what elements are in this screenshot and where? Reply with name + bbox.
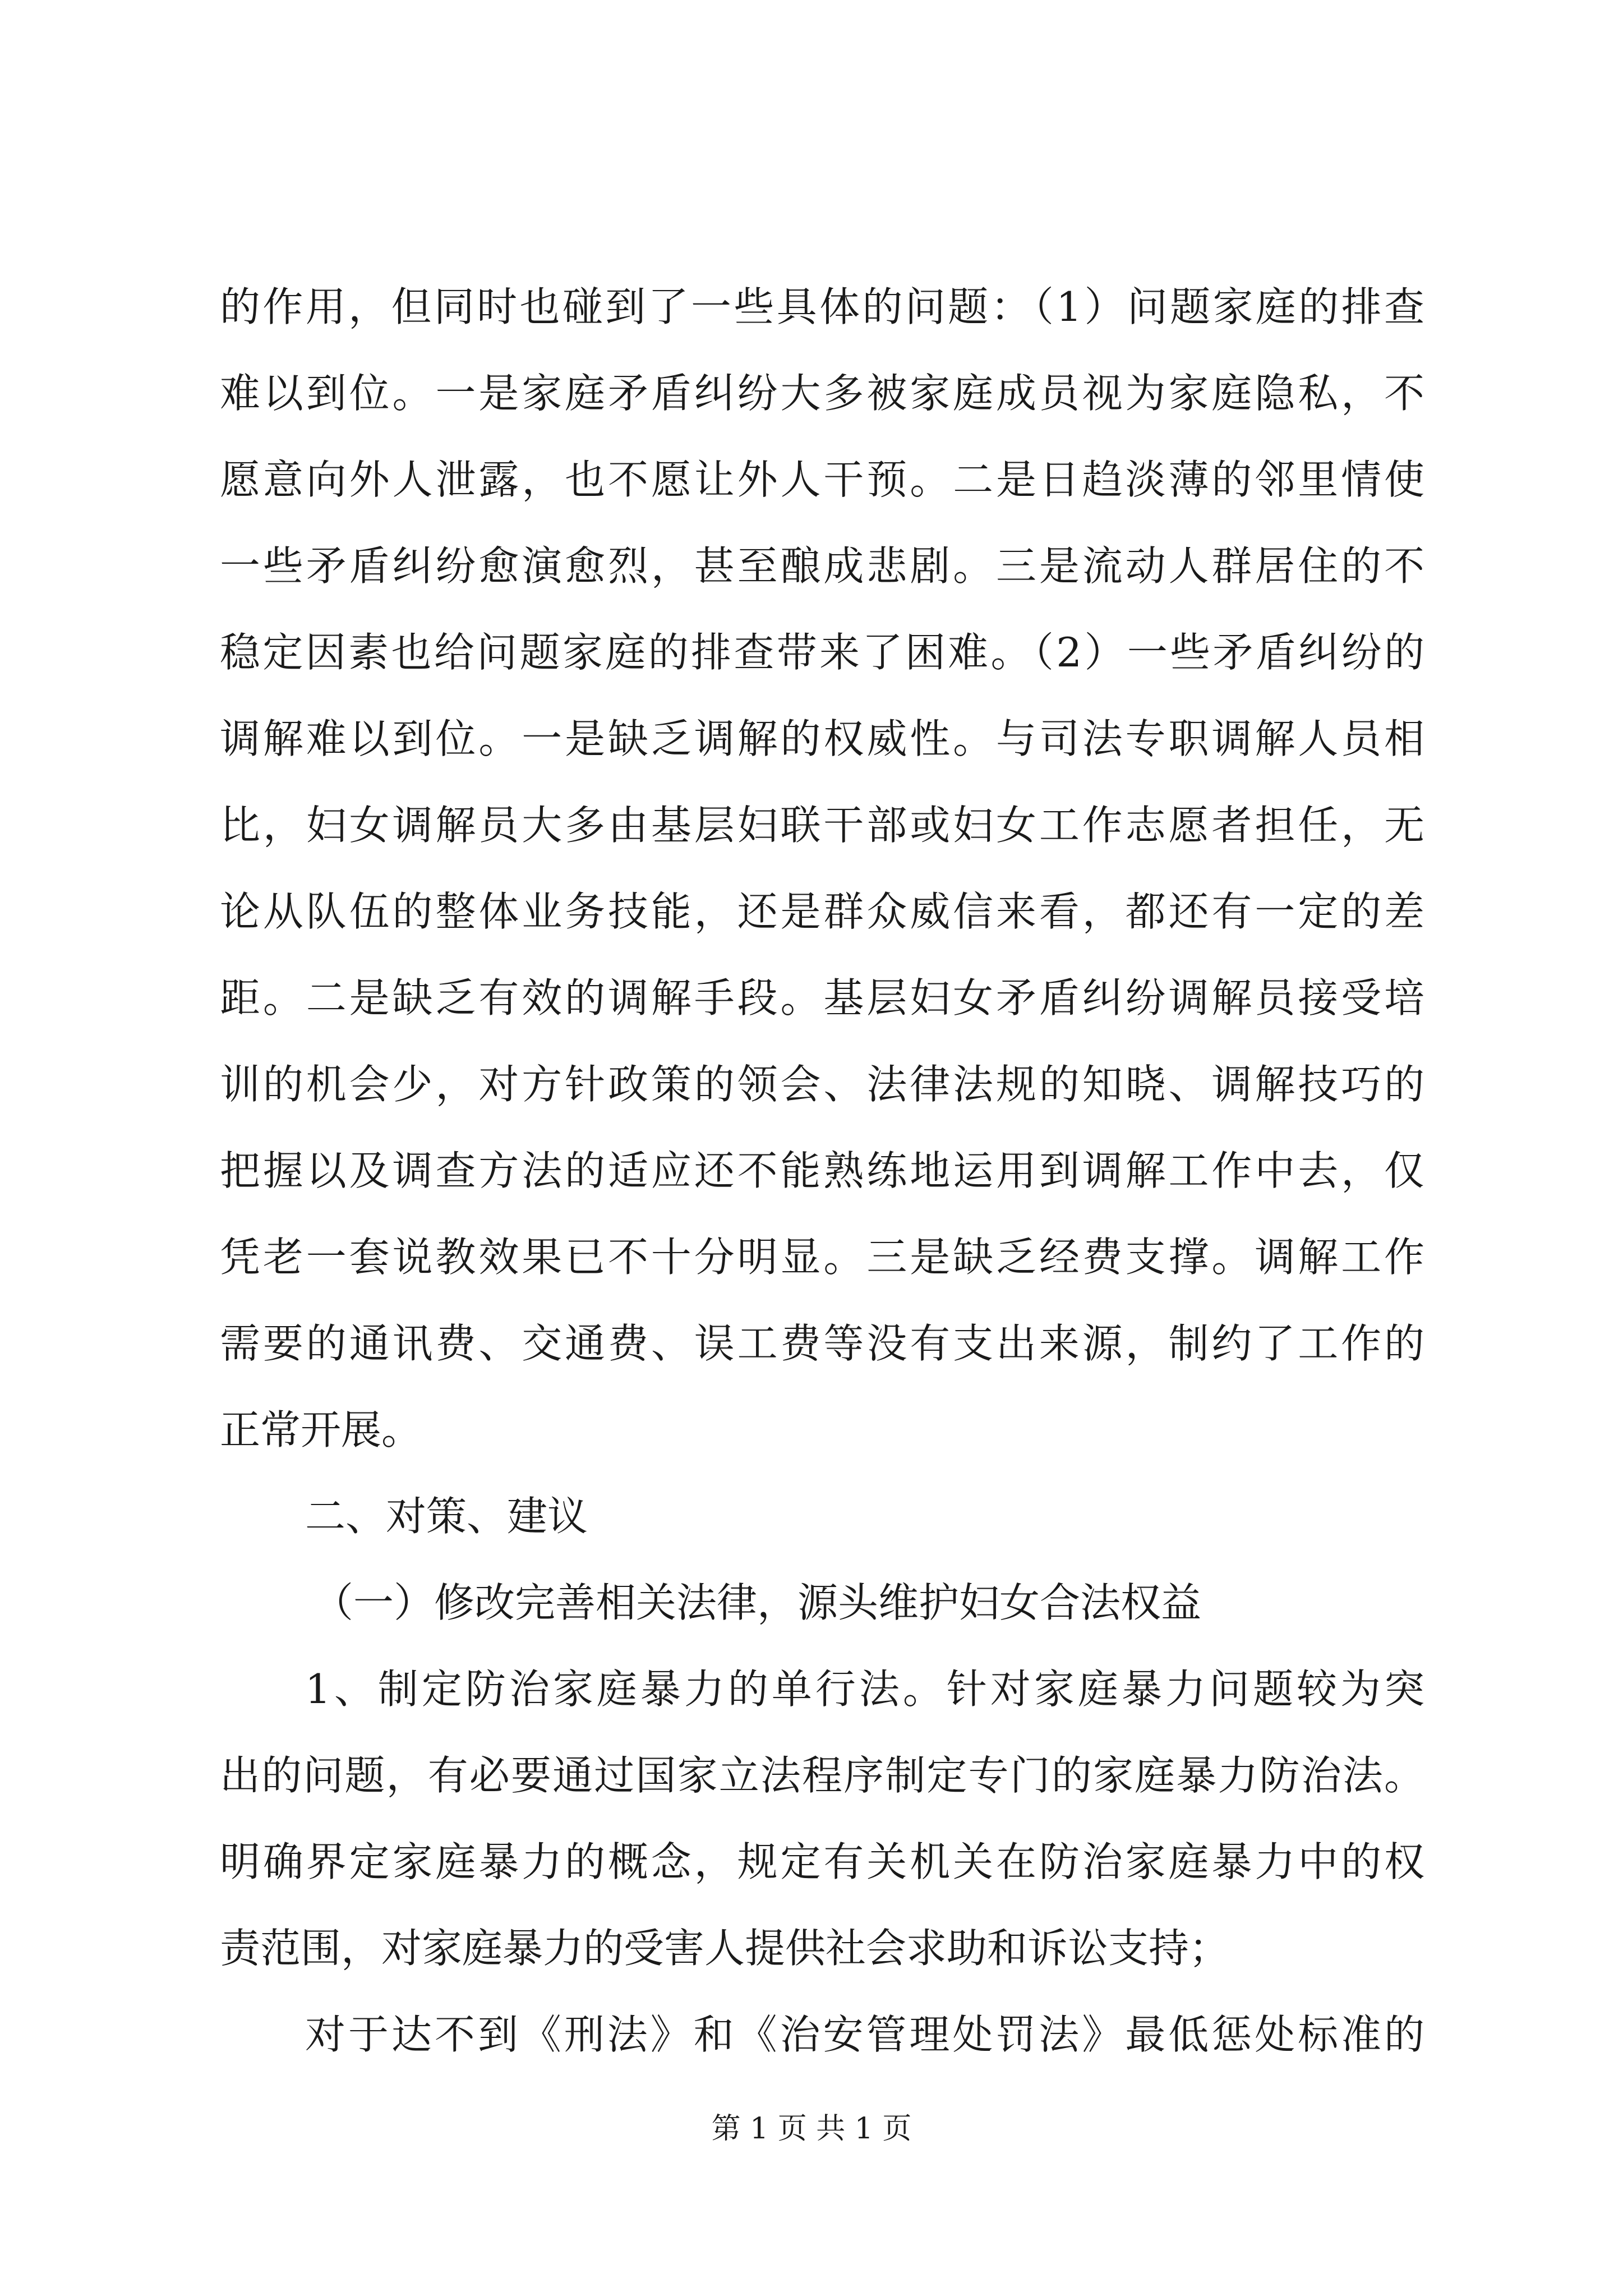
- section-heading: 二、对策、建议: [305, 1493, 588, 1540]
- text-line: 训的机会少，对方针政策的领会、法律法规的知晓、调解技巧的: [220, 1061, 1424, 1108]
- text-line: 的作用，但同时也碰到了一些具体的问题：（1）问题家庭的排查: [220, 283, 1424, 330]
- text-line: 需要的通讯费、交通费、误工费等没有支出来源，制约了工作的: [220, 1320, 1424, 1367]
- text-line: 1、制定防治家庭暴力的单行法。针对家庭暴力问题较为突: [305, 1665, 1424, 1713]
- text-line: 出的问题，有必要通过国家立法程序制定专门的家庭暴力防治法。: [220, 1752, 1424, 1799]
- text-line: 论从队伍的整体业务技能，还是群众威信来看，都还有一定的差: [220, 888, 1424, 935]
- text-line: 难以到位。一是家庭矛盾纠纷大多被家庭成员视为家庭隐私，不: [220, 370, 1424, 417]
- subsection-heading: （一）修改完善相关法律，源头维护妇女合法权益: [313, 1579, 1202, 1626]
- text-line: 正常开展。: [220, 1406, 422, 1453]
- text-line: 距。二是缺乏有效的调解手段。基层妇女矛盾纠纷调解员接受培: [220, 974, 1424, 1022]
- text-line: 凭老一套说教效果已不十分明显。三是缺乏经费支撑。调解工作: [220, 1234, 1424, 1281]
- text-line: 对于达不到《刑法》和《治安管理处罚法》最低惩处标准的: [305, 2011, 1424, 2058]
- text-line: 稳定因素也给问题家庭的排查带来了困难。（2）一些矛盾纠纷的: [220, 629, 1424, 676]
- page-number-footer: 第 1 页 共 1 页: [711, 2112, 912, 2146]
- text-line: 调解难以到位。一是缺乏调解的权威性。与司法专职调解人员相: [220, 715, 1424, 762]
- text-line: 责范围，对家庭暴力的受害人提供社会求助和诉讼支持；: [220, 1925, 1230, 1972]
- text-line: 愿意向外人泄露，也不愿让外人干预。二是日趋淡薄的邻里情使: [220, 456, 1424, 503]
- text-line: 比，妇女调解员大多由基层妇联干部或妇女工作志愿者担任，无: [220, 802, 1424, 849]
- text-line: 把握以及调查方法的适应还不能熟练地运用到调解工作中去，仅: [220, 1147, 1424, 1194]
- body-text: [220, 264, 1424, 2078]
- text-line: 一些矛盾纠纷愈演愈烈，甚至酿成悲剧。三是流动人群居住的不: [220, 542, 1424, 590]
- text-line: 明确界定家庭暴力的概念，规定有关机关在防治家庭暴力中的权: [220, 1838, 1424, 1885]
